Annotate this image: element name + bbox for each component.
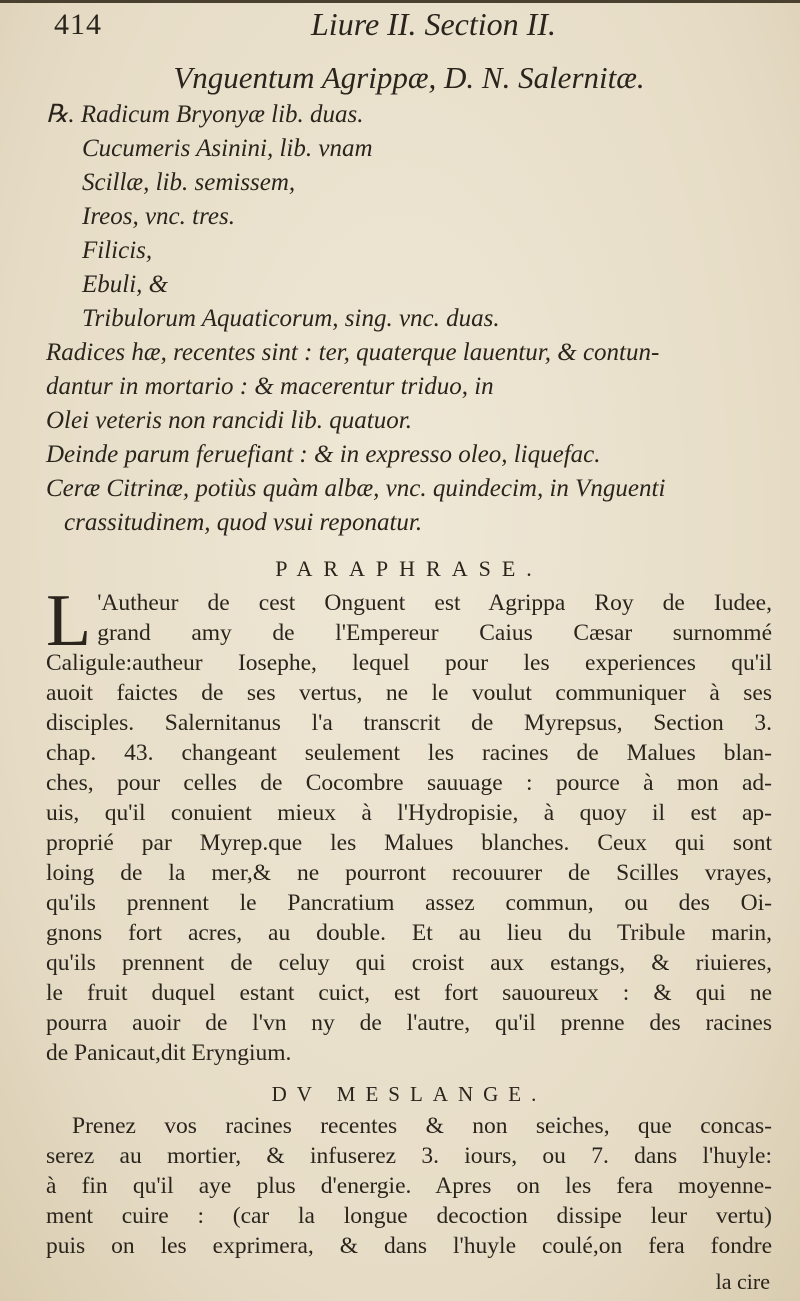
- recipe-title: Vnguentum Agrippæ, D. N. Salernitæ.: [173, 60, 645, 95]
- recipe-line: Scillæ, lib. semissem,: [82, 169, 296, 196]
- recipe-line: Olei veteris non rancidi lib. quatuor.: [46, 407, 412, 434]
- paraphrase-line: 'Autheur de cest Onguent est Agrippa Roy de Iudee,: [97, 590, 772, 616]
- recipe-block: [46, 98, 772, 540]
- mesange-line: Prenez vos racines recentes & non seiches, que concas-: [72, 1113, 772, 1139]
- paraphrase-line: pourra auoir de l'vn ny de l'autre, qu'il prenne des racines: [46, 1010, 772, 1036]
- paraphrase-line: le fruit duquel estant cuict, est fort sauoureux : & qui ne: [46, 980, 772, 1006]
- paraphrase-line: qu'ils prennent de celuy qui croist aux estangs, & riuieres,: [46, 950, 772, 976]
- paraphrase-line: ches, pour celles de Cocombre sauuage : pource à mon ad-: [46, 770, 772, 796]
- mesange-line: serez au mortier, & infuserez 3. iours, ou 7. dans l'huyle:: [46, 1143, 772, 1169]
- drop-cap: L: [46, 580, 92, 662]
- paraphrase-line: Caligule:autheur Iosephe, lequel pour les experiences qu'il: [46, 650, 772, 676]
- paraphrase-line: chap. 43. changeant seulement les racines de Malues blan-: [46, 740, 772, 766]
- catchword: la cire: [715, 1269, 770, 1294]
- paraphrase-line: gnons fort acres, au double. Et au lieu du Tribule marin,: [46, 920, 772, 946]
- mesange-heading: DV MESLANGE.: [271, 1082, 547, 1106]
- paraphrase-line: qu'ils prennent le Pancratium assez commun, ou des Oi-: [46, 890, 772, 916]
- recipe-line: Radices hæ, recentes sint : ter, quaterque lauentur, & contun-: [46, 339, 660, 366]
- page-header: [46, 0, 772, 54]
- recipe-line: Ebuli, &: [82, 271, 169, 298]
- paraphrase-line: disciples. Salernitanus l'a transcrit de Myrepsus, Section 3.: [46, 710, 772, 736]
- page-number: 414: [54, 8, 102, 41]
- recipe-line: Ireos, vnc. tres.: [82, 203, 235, 230]
- paraphrase-line: loing de la mer,& ne pourront recouurer de Scilles vrayes,: [46, 860, 772, 886]
- mesange-text: [46, 1111, 772, 1261]
- mesange-line: puis on les exprimera, & dans l'huyle coulé,on fera fondre: [46, 1233, 772, 1259]
- recipe-line: Deinde parum feruefiant : & in expresso oleo, liquefac.: [46, 441, 601, 468]
- paraphrase-heading: PARAPHRASE.: [275, 556, 543, 581]
- recipe-line: Tribulorum Aquaticorum, sing. vnc. duas.: [82, 305, 500, 332]
- running-head: Liure II. Section II.: [311, 6, 556, 42]
- recipe-line: Cucumeris Asinini, lib. vnam: [82, 135, 373, 162]
- paraphrase-line: grand amy de l'Empereur Caius Cæsar surnommé: [97, 620, 772, 646]
- recipe-line: crassitudinem, quod vsui reponatur.: [64, 509, 423, 536]
- paraphrase-line: proprié par Myrep.que les Malues blanches. Ceux qui sont: [46, 830, 772, 856]
- paraphrase-line: de Panicaut,dit Eryngium.: [46, 1040, 292, 1066]
- paraphrase-text: [46, 580, 772, 1068]
- recipe-line: Filicis,: [82, 237, 153, 264]
- paraphrase-line: uis, qu'il conuient mieux à l'Hydropisie, à quoy il est ap-: [46, 800, 772, 826]
- paraphrase-line: auoit faictes de ses vertus, ne le voulut communiquer à ses: [46, 680, 772, 706]
- recipe-line: dantur in mortario : & macerentur triduo, in: [46, 373, 494, 400]
- mesange-line: à fin qu'il aye plus d'energie. Apres on les fera moyenne-: [46, 1173, 772, 1199]
- mesange-line: ment cuire : (car la longue decoction dissipe leur vertu): [46, 1203, 772, 1229]
- recipe-line: ℞. Radicum Bryonyæ lib. duas.: [46, 101, 364, 128]
- recipe-line: Ceræ Citrinæ, potiùs quàm albæ, vnc. quindecim, in Vnguenti: [46, 475, 666, 502]
